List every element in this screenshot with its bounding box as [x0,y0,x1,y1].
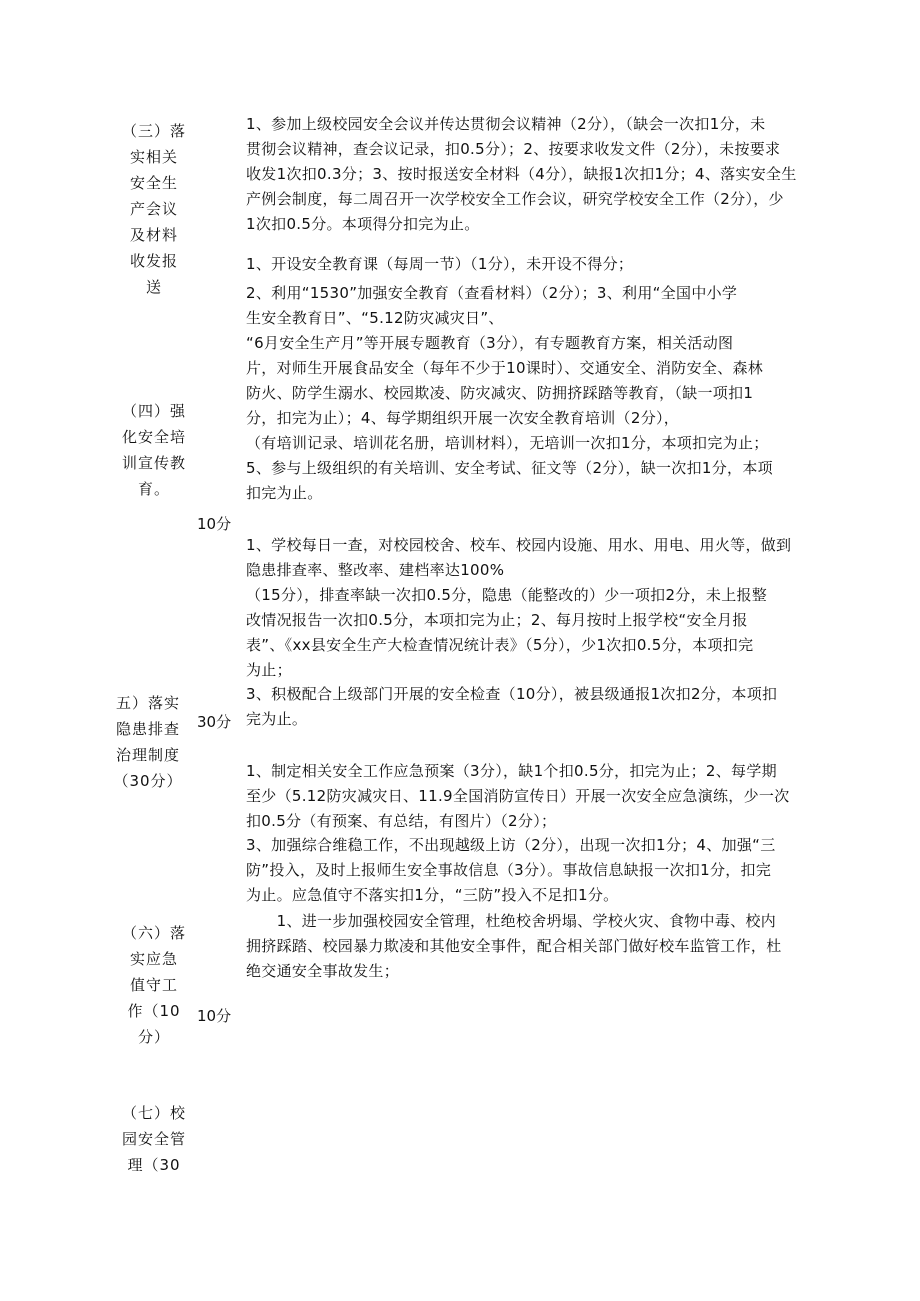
text-line: 产例会制度，每二周召开一次学校安全工作会议，研究学校安全工作（2分），少 [246,190,784,208]
text-line: 理（30 [127,1156,181,1174]
text-line: 1、进一步加强校园安全管理，杜绝校舍坍塌、学校火灾、食物中毒、校内 [246,912,777,930]
text-line: 防火、防学生溺水、校园欺凌、防灾减灾、防拥挤踩踏等教育，（缺一项扣1 [246,384,754,402]
category-7 [118,1100,190,1178]
text-line: （30分） [113,772,183,790]
text-line: 分） [137,1028,170,1046]
text-line: 生安全教育日”、“5.12防灾减灾日”、 [246,309,504,327]
category-6 [118,920,190,1050]
score-10-b: 10分 [197,1007,232,1025]
text-line: 作（10 [127,1002,181,1020]
text-line: 拥挤踩踏、校园暴力欺凌和其他安全事件，配合相关部门做好校车监管工作，杜 [246,937,782,955]
text-line: （六）落 [121,924,186,942]
score-30: 30分 [197,713,232,731]
text-line: 1、制定相关安全工作应急预案（3分），缺1个扣0.5分，扣完为止；2、每学期 [246,762,777,780]
text-line: 扣0.5分（有预案、有总结，有图片）（2分）； [246,812,557,830]
category-5 [112,690,184,794]
text-line: 绝交通安全事故发生； [246,962,400,980]
text-line: 五）落实 [115,694,180,712]
text-line: 1、开设安全教育课（每周一节）（1分），未开设不得分； [246,255,634,273]
text-line: “6月安全生产月”等开展专题教育（3分），有专题教育方案，相关活动图 [246,334,734,352]
text-line: （三）落 [121,122,186,140]
text-line: 防”投入，及时上报师生安全事故信息（3分）。事故信息缺报一次扣1分，扣完 [246,861,772,879]
text-line: （15分），排查率缺一次扣0.5分，隐患（能整改的）少一项扣2分，未上报整 [246,586,768,604]
text-line: 化安全培 [121,428,186,446]
text-line: 分，扣完为止）；4、每学期组织开展一次安全教育培训（2分）， [246,409,680,427]
paragraph-training [246,456,846,506]
text-line: 值守工 [129,976,178,994]
text-line: 完为止。 [246,710,308,728]
text-line: 为止。应急值守不落实扣1分，“三防”投入不足扣1分。 [246,886,619,904]
text-line: 园安全管 [121,1130,186,1148]
text-line: 贯彻会议精神，查会议记录，扣0.5分）；2、按要求收发文件（2分），未按要求 [246,140,781,158]
paragraph-stability [246,833,846,908]
text-line: 至少（5.12防灾减灾日、11.9全国消防宣传日）开展一次安全应急演练，少一次 [246,787,790,805]
text-line: 治理制度 [115,746,180,764]
paragraph-rectification [246,583,846,683]
text-line: 送 [145,278,162,296]
text-line: 1次扣0.5分。本项得分扣完为止。 [246,215,480,233]
score-10-a: 10分 [197,515,232,533]
text-line: 收发报 [129,252,178,270]
paragraph-inspection [246,682,846,732]
text-line: 收发1次扣0.3分；3、按时报送安全材料（4分），缺报1次扣1分；4、落实安全生 [246,165,797,183]
text-line: 及材料 [129,226,178,244]
text-line: （四）强 [121,402,186,420]
text-line: 改情况报告一次扣0.5分，本项扣完为止；2、每月按时上报学校“安全月报 [246,611,748,629]
text-line: （有培训记录、培训花名册，培训材料），无培训一次扣1分，本项扣完为止； [246,434,769,452]
paragraph-campus-safety [246,909,846,984]
paragraph-meetings [246,112,846,237]
text-line: 育。 [137,480,170,498]
category-4 [118,398,190,502]
text-line: 训宣传教 [121,454,186,472]
text-line: 隐患排查率、整改率、建档率达100% [246,561,505,579]
paragraph-education [246,281,846,456]
text-line: 5、参与上级组织的有关培训、安全考试、征文等（2分），缺一次扣1分，本项 [246,459,773,477]
text-line: 实应急 [129,950,178,968]
text-line: 为止； [246,661,292,679]
text-line: 产会议 [129,200,178,218]
text-line: 隐患排查 [115,720,180,738]
text-line: 1、学校每日一查，对校园校舍、校车、校园内设施、用水、用电、用火等，做到 [246,536,792,554]
category-3 [118,118,190,300]
text-line: 3、加强综合维稳工作，不出现越级上访（2分），出现一次扣1分；4、加强“三 [246,836,776,854]
text-line: 3、积极配合上级部门开展的安全检查（10分），被县级通报1次扣2分，本项扣 [246,685,778,703]
text-line: 实相关 [129,148,178,166]
text-line: 表”、《xx县安全生产大检查情况统计表》（5分），少1次扣0.5分，本项扣完 [246,636,754,654]
text-line: 片，对师生开展食品安全（每年不少于10课时）、交通安全、消防安全、森林 [246,359,764,377]
paragraph-daily-check [246,533,846,583]
text-line: 1、参加上级校园安全会议并传达贯彻会议精神（2分），（缺会一次扣1分，未 [246,115,766,133]
text-line: 扣完为止。 [246,484,323,502]
text-line: （七）校 [121,1104,186,1122]
text-line: 安全生 [129,174,178,192]
paragraph-emergency-plan [246,759,846,834]
text-line: 2、利用“1530”加强安全教育（查看材料）（2分）；3、利用“全国中小学 [246,284,738,302]
paragraph-safety-class [246,252,846,277]
